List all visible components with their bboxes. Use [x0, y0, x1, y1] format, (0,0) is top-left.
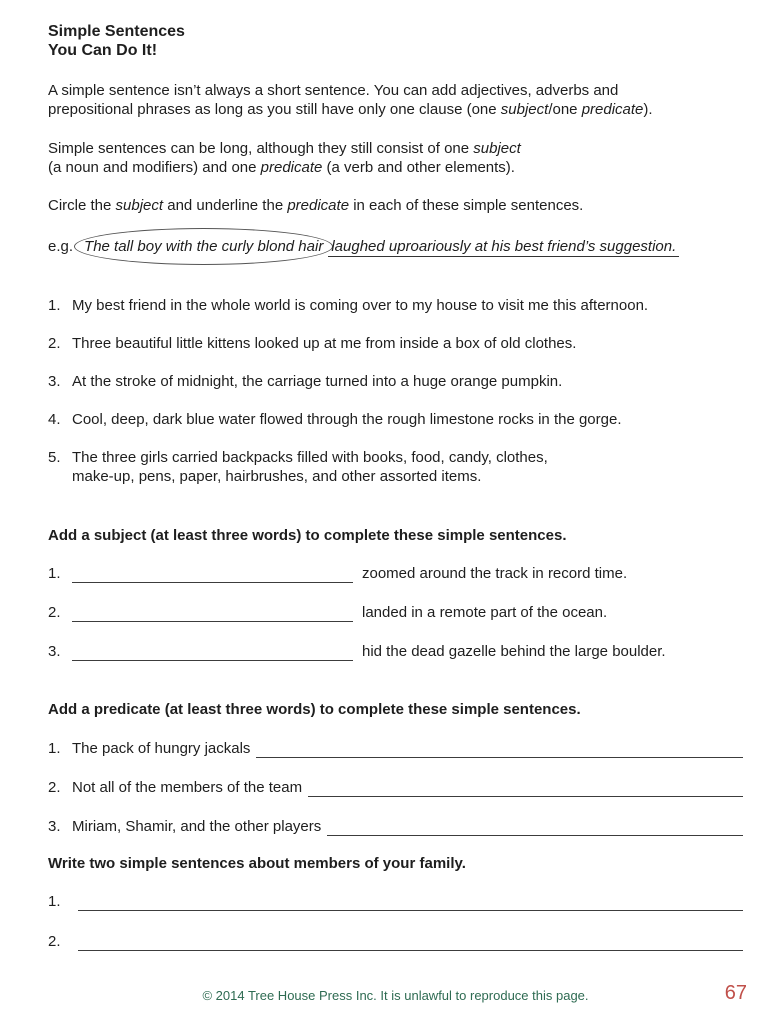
paragraph-text: /one — [548, 101, 582, 118]
subject-blank-line — [72, 564, 353, 583]
instruction-line — [48, 196, 743, 215]
write-family-heading: Write two simple sentences about members of your family. — [48, 855, 466, 872]
italic-term-predicate: predicate — [581, 101, 644, 118]
sentence-item — [48, 372, 743, 391]
sentence-prefix: Not all of the members of the team — [72, 779, 303, 796]
sentence-item — [48, 296, 743, 315]
italic-term-subject: subject — [500, 101, 549, 118]
item-number: 1. — [48, 893, 61, 910]
write-family-list — [48, 892, 743, 951]
sentence-text: At the stroke of midnight, the carriage turned into a huge orange pumpkin. — [72, 373, 563, 390]
item-number: 5. — [48, 449, 61, 466]
item-number: 3. — [48, 818, 61, 835]
predicate-blank-line — [327, 817, 743, 836]
item-number: 1. — [48, 297, 61, 314]
sentence-item — [48, 410, 743, 429]
paragraph-text: (a verb and other elements). — [322, 159, 515, 176]
sentence-prefix: Miriam, Shamir, and the other players — [72, 818, 322, 835]
add-subject-item — [48, 642, 743, 661]
sentence-item — [48, 334, 743, 353]
predicate-blank-line — [256, 739, 743, 758]
italic-term-subject: subject — [115, 197, 164, 214]
sentence-line-2: make-up, pens, paper, hairbrushes, and other assorted items. — [72, 468, 482, 485]
item-number: 2. — [48, 933, 61, 950]
instruction-text: and underline the — [163, 197, 288, 214]
subject-blank-line — [72, 603, 353, 622]
instruction-text: Circle the — [48, 197, 116, 214]
sentence-text: Three beautiful little kittens looked up at me from inside a box of old clothes. — [72, 335, 577, 352]
sentence-text: My best friend in the whole world is coming over to my house to visit me this afternoon. — [72, 297, 649, 314]
add-predicate-list — [48, 739, 743, 836]
item-number: 1. — [48, 740, 61, 757]
sentence-line-1: The three girls carried backpacks filled with books, food, candy, clothes, — [72, 449, 548, 466]
predicate-blank-line — [308, 778, 743, 797]
example-label: e.g. — [48, 238, 74, 255]
add-predicate-heading: Add a predicate (at least three words) to complete these simple sentences. — [48, 701, 581, 718]
add-predicate-item — [48, 817, 743, 836]
sentence-suffix: landed in a remote part of the ocean. — [362, 604, 608, 621]
italic-term-predicate: predicate — [287, 197, 350, 214]
family-sentence-blank-line — [78, 892, 743, 911]
copyright-notice: © 2014 Tree House Press Inc. It is unlawful to reproduce this page. — [202, 988, 589, 1003]
title-line-1: Simple Sentences — [48, 23, 185, 40]
sentence-text — [72, 448, 548, 486]
add-subject-heading: Add a subject (at least three words) to complete these simple sentences. — [48, 527, 567, 544]
add-predicate-item — [48, 778, 743, 797]
title-line-2: You Can Do It! — [48, 42, 158, 59]
sentence-list — [48, 296, 743, 486]
italic-term-subject: subject — [473, 140, 521, 157]
instruction-text: in each of these simple sentences. — [349, 197, 584, 214]
item-number: 1. — [48, 565, 61, 582]
write-family-item — [48, 892, 743, 911]
paragraph-text: (a noun and modifiers) and one — [48, 159, 261, 176]
add-subject-item — [48, 603, 743, 622]
family-sentence-blank-line — [78, 932, 743, 951]
circled-subject: The tall boy with the curly blond hair — [74, 228, 333, 265]
sentence-suffix: hid the dead gazelle behind the large boulder. — [362, 643, 666, 660]
page-footer — [48, 982, 747, 1005]
example-row — [48, 236, 743, 257]
subject-blank-line — [72, 642, 353, 661]
item-number: 2. — [48, 779, 61, 796]
sentence-suffix: zoomed around the track in record time. — [362, 565, 628, 582]
add-subject-item — [48, 564, 743, 583]
paragraph-text: prepositional phrases as long as you still have only one clause (one — [48, 101, 501, 118]
add-subject-list — [48, 564, 743, 661]
paragraph-text: A simple sentence isn’t always a short sentence. You can add adjectives, adverbs and — [48, 82, 619, 99]
sentence-item — [48, 448, 743, 486]
paragraph-text: ). — [643, 101, 653, 118]
write-family-item — [48, 932, 743, 951]
intro-paragraph-1 — [48, 81, 743, 119]
page-number: 67 — [724, 982, 747, 1004]
underlined-predicate: laughed uproariously at his best friend’s suggestion. — [328, 238, 679, 257]
sentence-text: Cool, deep, dark blue water flowed through the rough limestone rocks in the gorge. — [72, 411, 622, 428]
sentence-prefix: The pack of hungry jackals — [72, 740, 251, 757]
intro-paragraph-2 — [48, 139, 743, 177]
paragraph-text: Simple sentences can be long, although they still consist of one — [48, 140, 474, 157]
add-predicate-item — [48, 739, 743, 758]
item-number: 2. — [48, 604, 61, 621]
item-number: 4. — [48, 411, 61, 428]
item-number: 2. — [48, 335, 61, 352]
item-number: 3. — [48, 373, 61, 390]
page-title — [48, 22, 743, 60]
italic-term-predicate: predicate — [260, 159, 323, 176]
item-number: 3. — [48, 643, 61, 660]
